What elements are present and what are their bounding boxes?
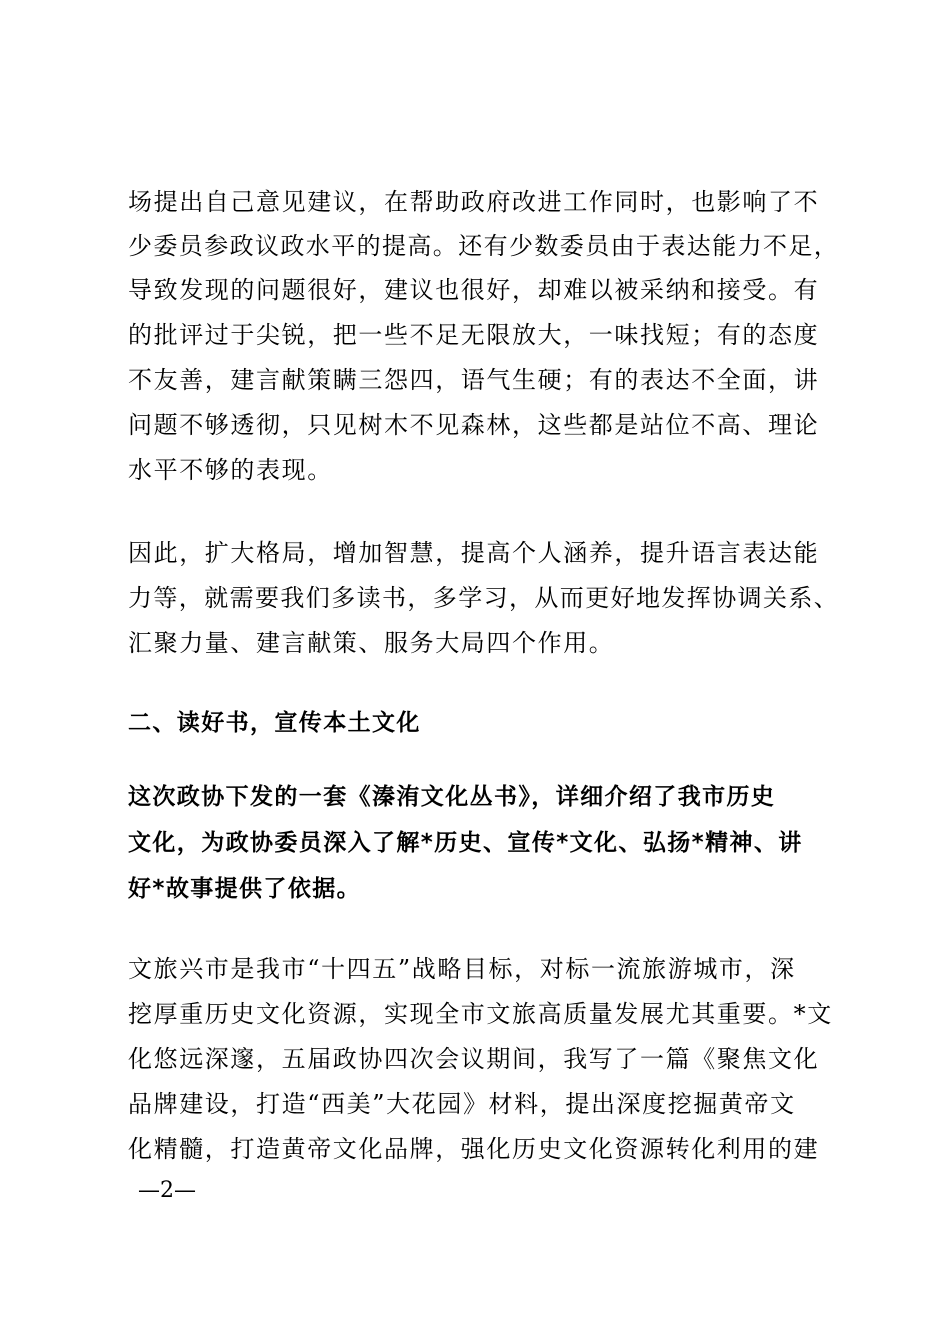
paragraph-1-line-7: 水平不够的表现。 [128, 456, 333, 484]
paragraph-1-line-3: 导致发现的问题很好，建议也很好，却难以被采纳和接受。有 [128, 276, 820, 304]
paragraph-4-line-4: 品牌建设，打造“西美”大花园》材料，提出深度挖掘黄帝文 [128, 1090, 796, 1118]
paragraph-2-line-2: 力等，就需要我们多读书，多学习，从而更好地发挥协调关系、 [128, 584, 840, 612]
paragraph-1-line-1: 场提出自己意见建议，在帮助政府改进工作同时，也影响了不 [128, 188, 820, 216]
page-number: —2— [138, 1178, 196, 1203]
paragraph-2-line-1: 因此，扩大格局，增加智慧，提高个人涵养，提升语言表达能 [128, 539, 820, 567]
paragraph-4-line-2: 挖厚重历史文化资源，实现全市文旅高质量发展尤其重要。*文 [128, 1000, 833, 1028]
paragraph-4-line-1: 文旅兴市是我市“十四五”战略目标，对标一流旅游城市，深 [128, 955, 796, 983]
paragraph-1-line-2: 少委员参政议政水平的提高。还有少数委员由于表达能力不足， [128, 232, 840, 260]
paragraph-1-line-5: 不友善，建言献策瞒三怨四，语气生硬；有的表达不全面，讲 [128, 366, 820, 394]
paragraph-2-line-3: 汇聚力量、建言献策、服务大局四个作用。 [128, 629, 615, 657]
paragraph-3-line-3: 好*故事提供了依据。 [128, 876, 362, 902]
section-heading: 二、读好书，宣传本土文化 [128, 710, 421, 736]
paragraph-4-line-3: 化悠远深邃，五届政协四次会议期间，我写了一篇《聚焦文化 [128, 1045, 820, 1073]
paragraph-3-line-2: 文化，为政协委员深入了解*历史、宣传*文化、弘扬*精神、讲 [128, 830, 803, 856]
paragraph-1-line-6: 问题不够透彻，只见树木不见森林，这些都是站位不高、理论 [128, 411, 820, 439]
paragraph-3-line-1: 这次政协下发的一套《溱洧文化丛书》，详细介绍了我市历史 [128, 784, 776, 810]
paragraph-4-line-5: 化精髓，打造黄帝文化品牌，强化历史文化资源转化利用的建 [128, 1135, 820, 1163]
paragraph-1-line-4: 的批评过于尖锐，把一些不足无限放大，一味找短；有的态度 [128, 321, 820, 349]
